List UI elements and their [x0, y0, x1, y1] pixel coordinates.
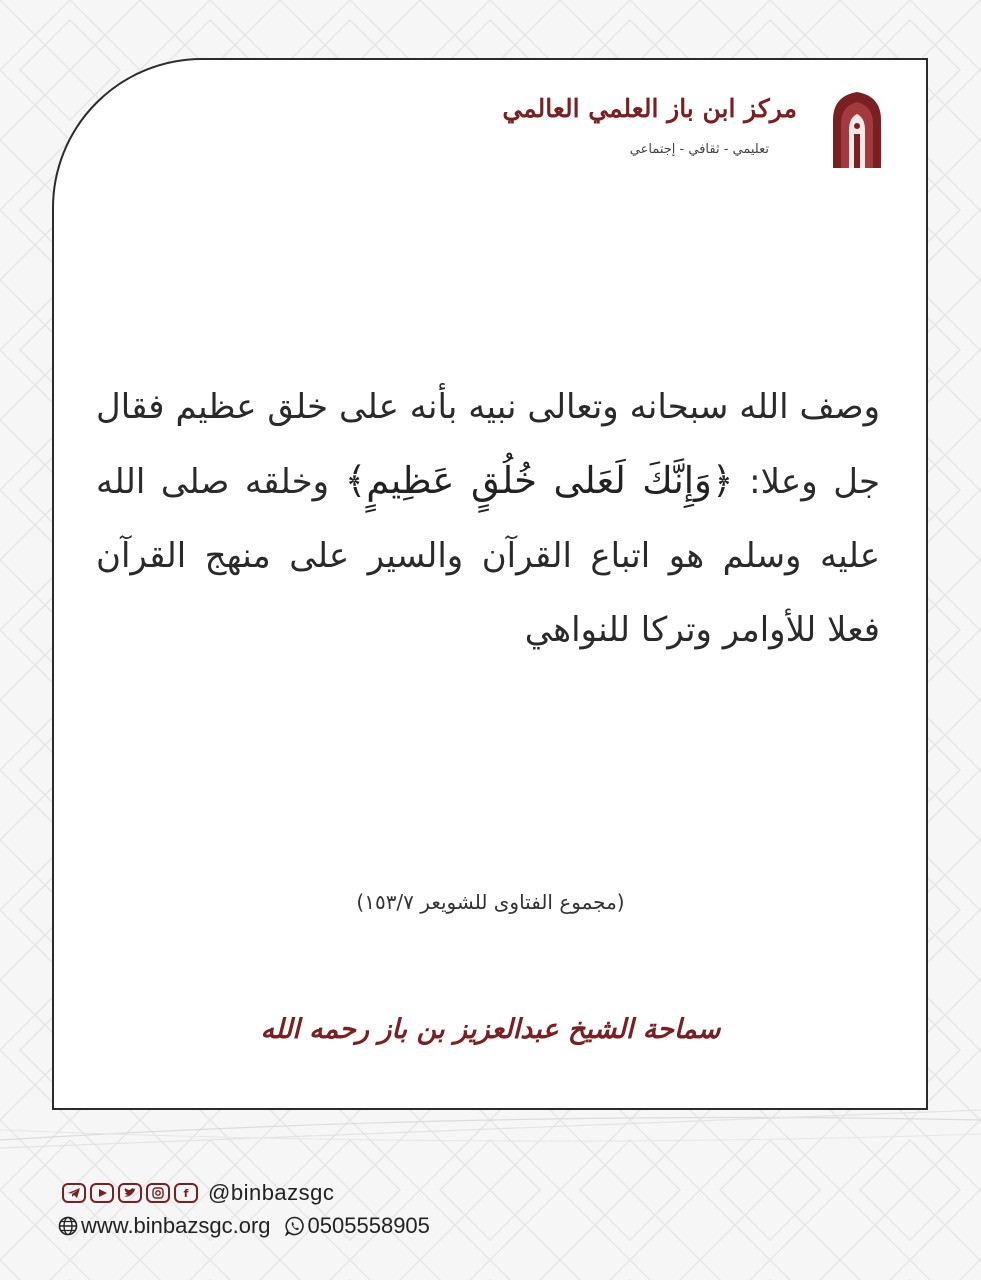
website-link[interactable]: www.binbazsgc.org: [81, 1213, 271, 1238]
social-handle[interactable]: @binbazsgc: [208, 1180, 335, 1205]
instagram-icon[interactable]: [146, 1183, 170, 1203]
logo-subtitle: تعليمي - ثقافي - إجتماعي: [629, 142, 769, 157]
footer-decorative-lines: [0, 1100, 981, 1160]
social-media-row: [62, 1180, 334, 1206]
center-logo: [502, 90, 887, 170]
logo-title: مركز ابن باز العلمي العالمي: [502, 94, 797, 123]
youtube-icon[interactable]: [90, 1183, 114, 1203]
phone-number[interactable]: 0505558905: [307, 1213, 430, 1238]
main-text-intro: وصف الله سبحانه وتعالى نبيه بأنه على خلق عظيم فقال جل وعلا:: [96, 387, 880, 502]
main-paragraph: [96, 370, 880, 667]
main-text-rest: وخلقه صلى الله عليه وسلم هو اتباع القرآن والسير على منهج القرآن فعلا للأوامر وتركا للنواهي: [96, 462, 880, 650]
globe-icon: [58, 1216, 78, 1236]
calligraphy-signature: سماحة الشيخ عبدالعزيز بن باز رحمه الله: [260, 1014, 721, 1045]
facebook-icon[interactable]: f: [174, 1183, 198, 1203]
telegram-icon[interactable]: [62, 1183, 86, 1203]
twitter-icon[interactable]: [118, 1183, 142, 1203]
quran-verse: ﴿وَإِنَّكَ لَعَلى خُلُقٍ عَظِيمٍ﴾: [344, 459, 734, 502]
mosque-emblem-icon: [827, 90, 887, 170]
source-citation: (مجموع الفتاوى للشويعر ١٥٣/٧): [356, 890, 625, 914]
whatsapp-icon: [285, 1216, 305, 1236]
contact-row: [58, 1212, 430, 1240]
